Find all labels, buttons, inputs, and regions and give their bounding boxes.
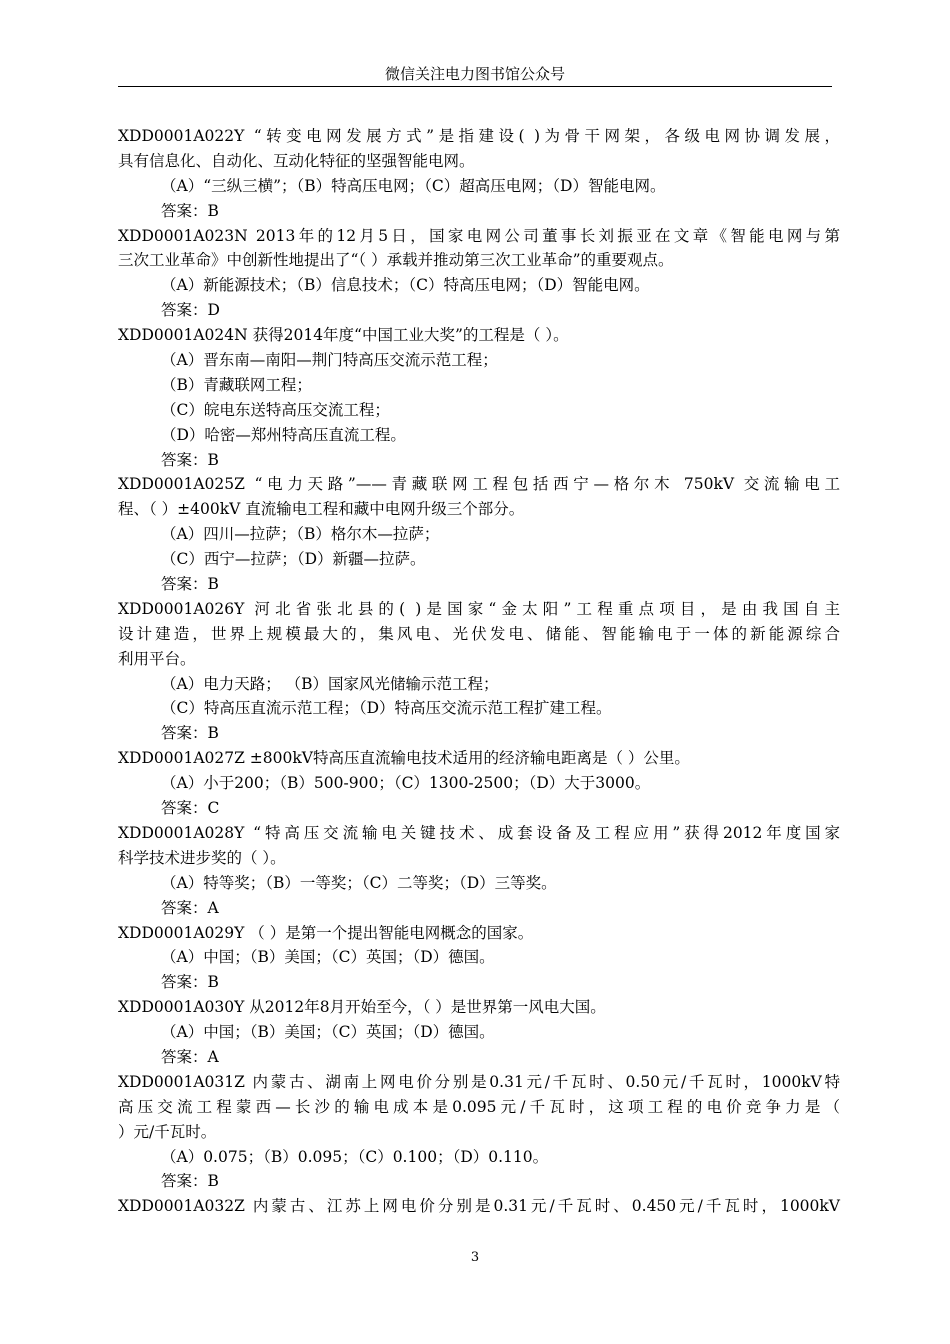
option-line: （A）中国；（B）美国；（C）英国；（D）德国。 — [161, 1023, 495, 1042]
answer-line: 答案：B — [161, 450, 219, 469]
answer-line: 答案：B — [161, 201, 219, 220]
question-line: 利用平台。 — [118, 649, 196, 668]
question-line: 程、（ ）±400kV 直流输电工程和藏中电网升级三个部分。 — [118, 500, 525, 519]
question-line: ）元/千瓦时。 — [118, 1122, 217, 1141]
question-line: XDD0001A028Y “特高压交流输电关键技术、成套设备及工程应用”获得2012年度国家 — [118, 823, 840, 842]
header-rule — [118, 86, 832, 87]
option-line: （D）哈密—郑州特高压直流工程。 — [161, 425, 406, 444]
answer-line: 答案：A — [161, 1047, 219, 1066]
answer-line: 答案：D — [161, 301, 220, 320]
option-line: （A）四川—拉萨；（B）格尔木—拉萨； — [161, 525, 440, 544]
answer-line: 答案：B — [161, 724, 219, 743]
question-line: XDD0001A030Y 从2012年8月开始至今，（ ）是世界第一风电大国。 — [118, 998, 606, 1017]
answer-line: 答案：B — [161, 575, 219, 594]
option-line: （A）电力天路； （B）国家风光储输示范工程； — [161, 674, 499, 693]
question-line: XDD0001A031Z 内蒙古、湖南上网电价分别是0.31元/千瓦时、0.50元/千瓦时，1000kV特 — [118, 1072, 840, 1091]
option-line: （C）特高压直流示范工程；（D）特高压交流示范工程扩建工程。 — [161, 699, 612, 718]
question-line: XDD0001A025Z “电力天路”——青藏联网工程包括西宁—格尔木 750kV 交流输电工 — [118, 475, 840, 494]
option-line: （A）晋东南—南阳—荆门特高压交流示范工程； — [161, 351, 498, 370]
question-line: 高压交流工程蒙西—长沙的输电成本是0.095元/千瓦时，这项工程的电价竞争力是（ — [118, 1097, 840, 1116]
page-number: 3 — [470, 1250, 480, 1265]
document-body — [118, 124, 840, 1219]
question-line: 科学技术进步奖的（ ）。 — [118, 848, 286, 867]
question-line: XDD0001A029Y （ ）是第一个提出智能电网概念的国家。 — [118, 923, 534, 942]
question-line: XDD0001A026Y 河北省张北县的( )是国家“金太阳”工程重点项目，是由我国自主 — [118, 599, 840, 618]
question-line: XDD0001A023N 2013年的12月5日，国家电网公司董事长刘振亚在文章《智能电网与第 — [118, 226, 840, 245]
question-line: XDD0001A024N 获得2014年度“中国工业大奖”的工程是（ ）。 — [118, 326, 569, 345]
answer-line: 答案：A — [161, 898, 219, 917]
page-header: 微信关注电力图书馆公众号 — [384, 65, 565, 83]
question-line: 具有信息化、自动化、互动化特征的坚强智能电网。 — [118, 151, 475, 170]
question-line: XDD0001A027Z ±800kV特高压直流输电技术适用的经济输电距离是（ ）公里。 — [118, 749, 690, 768]
option-line: （A）特等奖；（B）一等奖；（C）二等奖；（D）三等奖。 — [161, 873, 557, 892]
question-line: XDD0001A032Z 内蒙古、江苏上网电价分别是0.31元/千瓦时、0.450元/千瓦时，1000kV — [118, 1197, 840, 1216]
question-line: 设计建造，世界上规模最大的，集风电、光伏发电、储能、智能输电于一体的新能源综合 — [118, 624, 840, 643]
option-line: （A）中国；（B）美国；（C）英国；（D）德国。 — [161, 948, 495, 967]
option-line: （A）“三纵三横”；（B）特高压电网；（C）超高压电网；（D）智能电网。 — [161, 176, 666, 195]
answer-line: 答案：B — [161, 973, 219, 992]
option-line: （C）皖电东送特高压交流工程； — [161, 400, 390, 419]
option-line: （A）小于200；（B）500-900；（C）1300-2500；（D）大于3000。 — [161, 774, 651, 793]
answer-line: 答案：B — [161, 1172, 219, 1191]
option-line: （B）青藏联网工程； — [161, 375, 312, 394]
option-line: （A）0.075；（B）0.095；（C）0.100；（D）0.110。 — [161, 1147, 549, 1166]
option-line: （A）新能源技术；（B）信息技术；（C）特高压电网；（D）智能电网。 — [161, 276, 650, 295]
answer-line: 答案：C — [161, 799, 220, 818]
question-line: 三次工业革命》中创新性地提出了“（ ）承载并推动第三次工业革命”的重要观点。 — [118, 251, 674, 270]
question-line: XDD0001A022Y “转变电网发展方式”是指建设( )为骨干网架，各级电网协调发展， — [118, 127, 840, 145]
option-line: （C）西宁—拉萨；（D）新疆—拉萨。 — [161, 550, 426, 569]
